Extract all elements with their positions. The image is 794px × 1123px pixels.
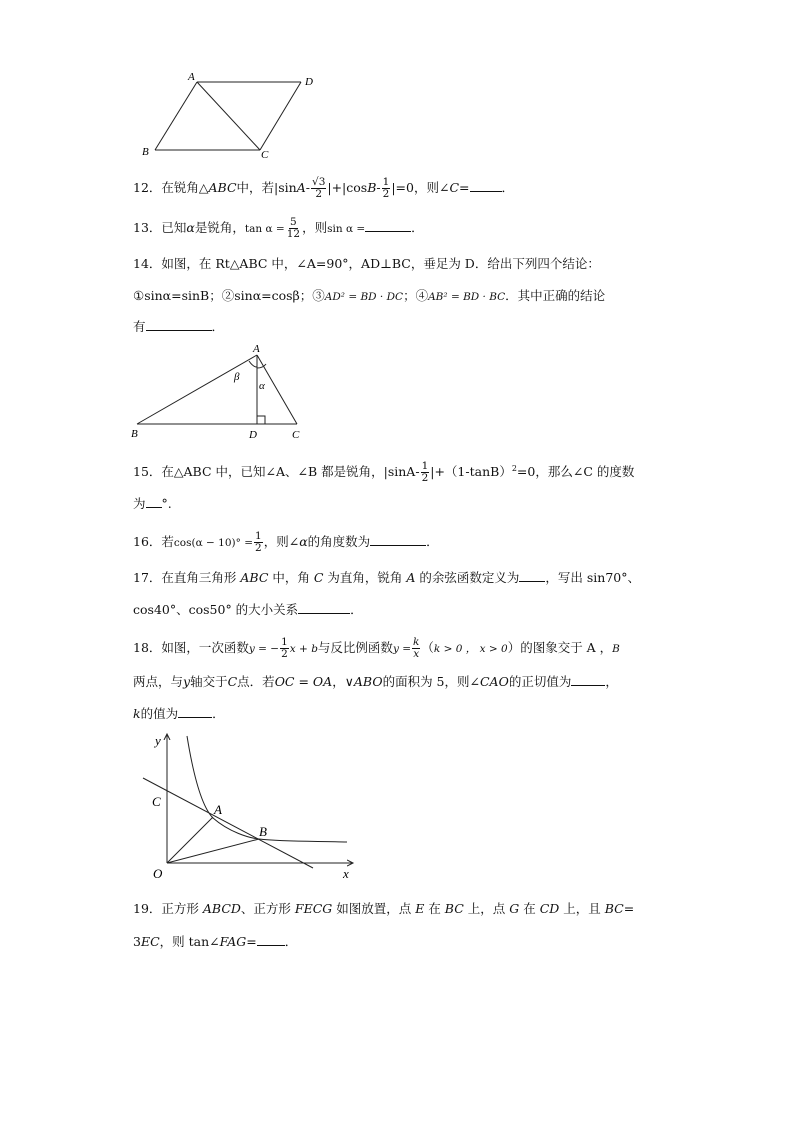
label-C: C (292, 429, 300, 441)
function-graph-figure (135, 728, 365, 886)
label-beta: β (234, 371, 240, 383)
label-B: B (259, 824, 267, 839)
question-13: 13．已知α是锐角，tan α = $\frac{5}{12}$ ，则sin α = ． (133, 216, 424, 240)
answer-blank[interactable] (470, 178, 502, 192)
fraction-1-over-2: $\frac{1}{2}$ (255, 530, 262, 554)
parallelogram-figure (135, 70, 325, 162)
question-19-line-1: 19．正方形 ABCD、正方形 FECG 如图放置，点 E 在 BC 上，点 G 在 CD 上，且 BC= (133, 901, 635, 916)
answer-blank[interactable] (178, 704, 212, 718)
label-C: C (152, 794, 161, 809)
label-B: B (131, 428, 138, 440)
fraction-1-over-2: $\frac{1}{2}$ (421, 460, 429, 485)
label-A: A (188, 71, 195, 83)
label-B: B (142, 146, 149, 158)
question-15-line-2: 为 °. (133, 496, 172, 511)
question-18-line-1: 18．如图，一次函数y = − $\frac{1}{2}$ x + b与反比例函数y = $\frac{k}{x}$ （k > 0 ， x > 0）的图象交于 A ，B (133, 636, 620, 660)
question-14-line-3: 有 ． (133, 319, 225, 334)
label-O: O (153, 866, 163, 881)
answer-blank[interactable] (519, 568, 545, 582)
answer-blank[interactable] (298, 600, 350, 614)
answer-blank[interactable] (365, 218, 411, 232)
question-12: 12．在锐角△ABC中，若|sinA- $\frac{√3}{2}$ |+|cosB- $\frac{1}{2}$ |=0，则∠C= ． (133, 176, 515, 200)
answer-blank[interactable] (146, 494, 162, 508)
label-x: x (343, 866, 349, 881)
question-14-line-2: ①sinα=sinB；②sinα=cosβ；③AD² = BD · DC；④AB² = BD · BC．其中正确的结论 (133, 288, 606, 303)
question-17-line-2: cos40°、cos50° 的大小关系 ． (133, 602, 363, 617)
label-alpha: α (259, 380, 265, 392)
fraction-5-over-12: $\frac{5}{12}$ (286, 216, 301, 240)
label-A: A (214, 802, 222, 817)
label-A: A (253, 343, 260, 355)
question-18-line-2: 两点，与y轴交于C点．若OC = OA，∨ABO的面积为 5，则∠CAO的正切值为 ， (133, 674, 618, 689)
fraction-sqrt3-over-2: $\frac{√3}{2}$ (312, 176, 326, 200)
answer-blank[interactable] (571, 672, 605, 686)
label-y: y (155, 733, 161, 748)
answer-blank[interactable] (257, 932, 285, 946)
question-17-line-1: 17．在直角三角形 ABC 中，角 C 为直角，锐角 A 的余弦函数定义为 ，写出 sin70°、 (133, 570, 640, 585)
answer-blank[interactable] (370, 532, 426, 546)
label-D: D (305, 76, 313, 88)
label-D: D (249, 429, 257, 441)
answer-blank[interactable] (146, 317, 212, 331)
question-15-line-1: 15．在△ABC 中，已知∠A、∠B 都是锐角，|sinA- $\frac{1}{2}$ $|+(1-\tan B)^2=0$，那么∠C 的度数 (133, 460, 635, 485)
question-16: 16．若cos(α − 10)° = $\frac{1}{2}$ ，则∠α的角度数为 ． (133, 530, 439, 554)
right-triangle-figure (128, 340, 308, 444)
label-C: C (261, 149, 269, 161)
question-19-line-2: 3EC，则 tan∠FAG= ． (133, 934, 298, 949)
fraction-1-over-2: $\frac{1}{2}$ (281, 636, 288, 660)
fraction-1-over-2: $\frac{1}{2}$ (382, 176, 390, 200)
question-18-line-3: k的值为 ． (133, 706, 225, 721)
fraction-k-over-x: $\frac{k}{x}$ (413, 636, 420, 660)
question-14-line-1: 14．如图，在 Rt△ABC 中，∠A=90°，AD⊥BC，垂足为 D．给出下列四个结论： (133, 256, 600, 271)
